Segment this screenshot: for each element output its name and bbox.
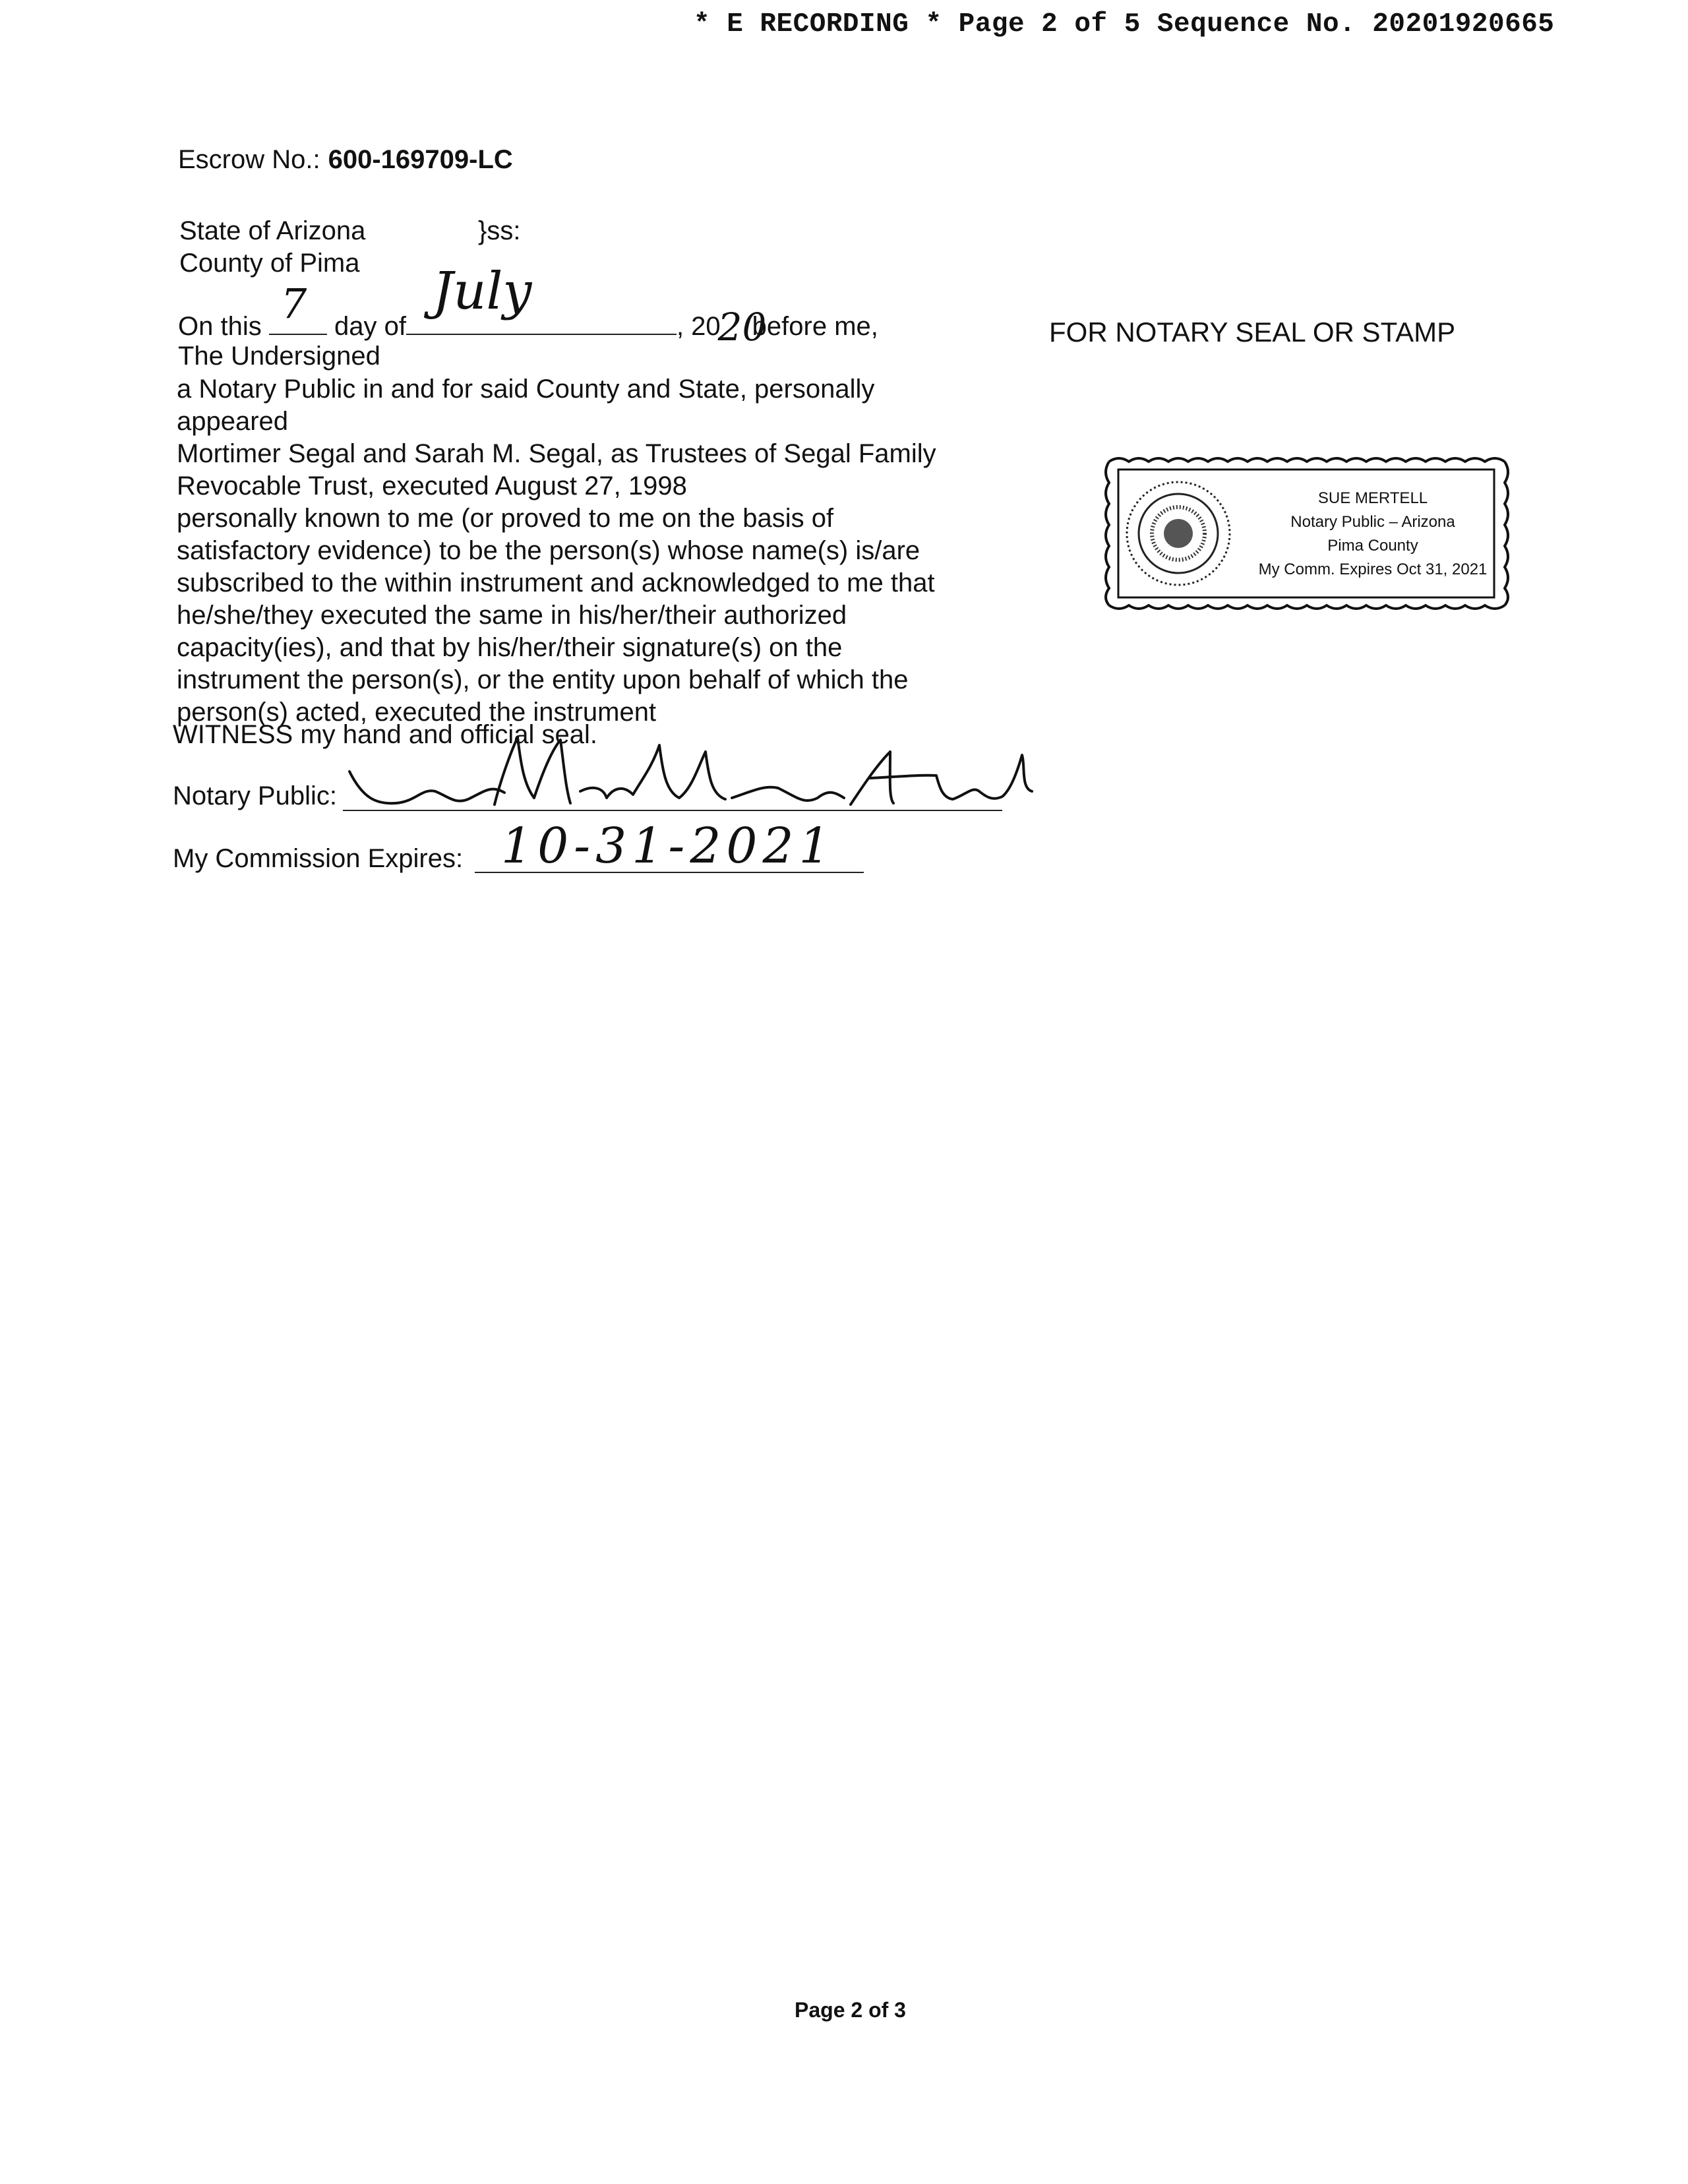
before-me-label: before me, bbox=[752, 312, 878, 341]
page-number: Page 2 of 3 bbox=[795, 1998, 906, 2022]
stamp-name: SUE MERTELL bbox=[1317, 489, 1428, 507]
escrow-line bbox=[178, 144, 513, 176]
ack-line: Revocable Trust, executed August 27, 1998 bbox=[177, 471, 687, 501]
notary-signature bbox=[343, 725, 1042, 831]
witness-line: WITNESS my hand and official seal. bbox=[173, 720, 597, 749]
stamp-county: Pima County bbox=[1327, 537, 1418, 555]
ack-line: capacity(ies), and that by his/her/their signature(s) on the bbox=[177, 633, 843, 662]
venue-state: State of Arizona bbox=[179, 216, 366, 245]
day-blank bbox=[269, 280, 327, 335]
escrow-number: 600-169709-LC bbox=[328, 145, 513, 174]
ack-line: subscribed to the within instrument and acknowledged to me that bbox=[177, 568, 935, 597]
year-handwritten: 20 bbox=[717, 305, 767, 349]
commission-handwritten: 10-31-2021 bbox=[501, 818, 835, 874]
venue-county: County of Pima bbox=[179, 249, 360, 278]
stamp-title: Notary Public – Arizona bbox=[1290, 513, 1455, 531]
month-handwritten: July bbox=[432, 262, 532, 321]
year-prefix: , 20 bbox=[676, 312, 721, 341]
ack-line: person(s) acted, executed the instrument bbox=[177, 698, 657, 727]
undersigned-line: The Undersigned bbox=[178, 342, 380, 371]
ack-line: he/she/they executed the same in his/her/their authorized bbox=[177, 601, 847, 630]
stamp-expiry: My Comm. Expires Oct 31, 2021 bbox=[1258, 561, 1488, 578]
commission-label: My Commission Expires: bbox=[173, 844, 464, 873]
ack-line: appeared bbox=[177, 407, 289, 436]
ack-line: personally known to me (or proved to me on the basis of bbox=[177, 504, 834, 533]
ack-line: Mortimer Segal and Sarah M. Segal, as Trustees of Segal Family bbox=[177, 439, 936, 468]
recording-header: * E RECORDING * Page 2 of 5 Sequence No. 20201920665 bbox=[694, 9, 1555, 40]
notary-stamp bbox=[1102, 452, 1511, 615]
ack-line: instrument the person(s), or the entity upon behalf of which the bbox=[177, 665, 909, 694]
escrow-label: Escrow No.: bbox=[178, 145, 320, 174]
day-of-label: day of bbox=[334, 312, 406, 341]
ack-line: a Notary Public in and for said County and State, personally bbox=[177, 375, 875, 404]
ack-line: satisfactory evidence) to be the person(s) whose name(s) is/are bbox=[177, 536, 920, 565]
on-this-label: On this bbox=[178, 312, 262, 341]
venue-ss: }ss: bbox=[478, 216, 521, 245]
stamp-text bbox=[1248, 487, 1498, 582]
seal-heading: FOR NOTARY SEAL OR STAMP bbox=[1049, 317, 1456, 348]
notary-public-label: Notary Public: bbox=[173, 781, 337, 810]
month-blank bbox=[406, 262, 677, 335]
day-handwritten: 7 bbox=[280, 280, 307, 328]
acknowledgment-paragraph bbox=[177, 373, 1034, 729]
